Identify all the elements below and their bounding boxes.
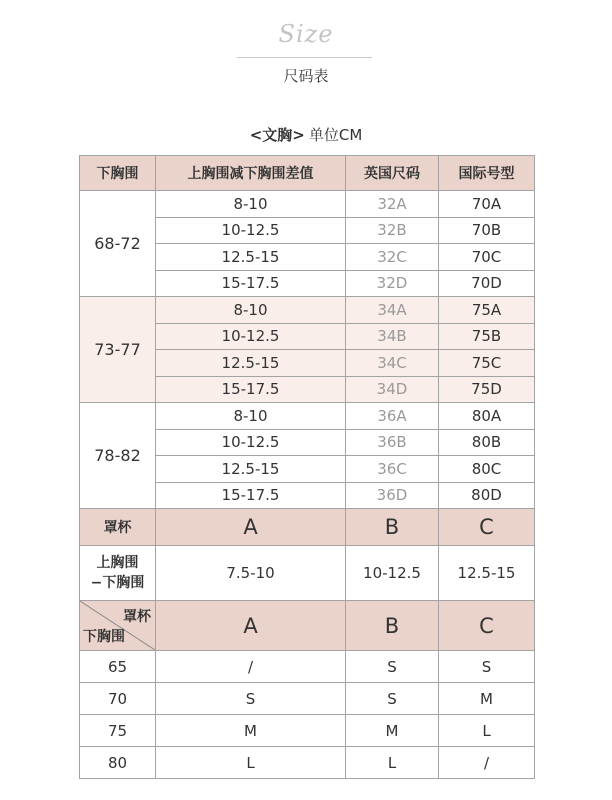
column-header-uk-size: 英国尺码 [346,156,439,191]
diagonal-header-cell [80,601,156,651]
bust-difference-cell: 15-17.5 [156,482,346,509]
table-row [80,403,535,430]
intl-size-cell: 80C [439,456,535,483]
letter-size-cell: M [346,715,439,747]
bust-difference-cell: 15-17.5 [156,270,346,297]
intl-size-cell: 80D [439,482,535,509]
intl-size-cell: 75D [439,376,535,403]
uk-size-cell: 32D [346,270,439,297]
cup-cell-b: B [346,509,439,546]
cup-cell-a: A [156,601,346,651]
column-header-underbust: 下胸围 [80,156,156,191]
uk-size-cell: 36D [346,482,439,509]
cup-label-cell: 罩杯 [80,509,156,546]
uk-size-cell: 36A [346,403,439,430]
letter-size-cell: S [156,683,346,715]
uk-size-cell: 34B [346,323,439,350]
table-row [80,715,535,747]
cup-cell-b: B [346,601,439,651]
letter-size-cell: M [156,715,346,747]
page-title: 尺码表 [283,67,329,85]
uk-size-cell: 34C [346,350,439,377]
bust-difference-cell: 12.5-15 [156,456,346,483]
cup-difference-cell: 7.5-10 [156,546,346,601]
bust-difference-cell: 15-17.5 [156,376,346,403]
bust-difference-cell: 10-12.5 [156,429,346,456]
bust-difference-cell: 8-10 [156,191,346,218]
intl-size-cell: 70B [439,217,535,244]
intl-size-cell: 70D [439,270,535,297]
uk-size-cell: 34D [346,376,439,403]
difference-label-line: 上胸围 [96,555,139,571]
letter-size-cell: / [439,747,535,779]
cup-difference-cell: 12.5-15 [439,546,535,601]
intl-size-cell: 75B [439,323,535,350]
bust-difference-row [80,546,535,601]
product-category: <文胸> [249,126,305,144]
table-row [80,683,535,715]
intl-size-cell: 75C [439,350,535,377]
table-subtitle [0,124,612,145]
uk-size-cell: 36C [346,456,439,483]
uk-size-cell: 32B [346,217,439,244]
intl-size-cell: 80A [439,403,535,430]
column-header-bust-difference: 上胸围减下胸围差值 [156,156,346,191]
table-row [80,191,535,218]
uk-size-cell: 34A [346,297,439,324]
uk-size-cell: 36B [346,429,439,456]
uk-size-cell: 32C [346,244,439,271]
underbust-range-cell: 68-72 [80,191,156,297]
band-size-cell: 80 [80,747,156,779]
intl-size-cell: 70A [439,191,535,218]
size-script-title: Size [278,20,334,48]
bust-difference-cell: 12.5-15 [156,350,346,377]
letter-size-cell: L [156,747,346,779]
band-size-cell: 65 [80,651,156,683]
letter-size-cell: S [346,683,439,715]
table-row [80,651,535,683]
letter-size-cell: S [346,651,439,683]
difference-label-line: −下胸围 [90,575,145,591]
bust-difference-cell: 12.5-15 [156,244,346,271]
band-size-cell: 75 [80,715,156,747]
cup-cell-c: C [439,509,535,546]
intl-size-cell: 80B [439,429,535,456]
intl-size-cell: 70C [439,244,535,271]
bra-size-table [79,155,535,779]
cup-difference-cell: 10-12.5 [346,546,439,601]
uk-size-cell: 32A [346,191,439,218]
letter-size-cell: L [439,715,535,747]
letter-size-cell: S [439,651,535,683]
column-header-intl-size: 国际号型 [439,156,535,191]
unit-label: 单位CM [308,126,363,144]
table-row [80,747,535,779]
letter-size-header-row [80,601,535,651]
letter-size-cell: M [439,683,535,715]
band-size-cell: 70 [80,683,156,715]
cup-cell-c: C [439,601,535,651]
bust-difference-label-cell [80,546,156,601]
letter-size-cell: / [156,651,346,683]
intl-size-cell: 75A [439,297,535,324]
bust-difference-cell: 10-12.5 [156,323,346,350]
bust-difference-cell: 10-12.5 [156,217,346,244]
bust-difference-cell: 8-10 [156,403,346,430]
underbust-range-cell: 73-77 [80,297,156,403]
corner-cup-label: 罩杯 [123,609,151,625]
title-divider [237,57,372,58]
bust-difference-cell: 8-10 [156,297,346,324]
table-row [80,297,535,324]
corner-band-label: 下胸围 [83,629,125,645]
table-header-row [80,156,535,191]
cup-header-row [80,509,535,546]
cup-cell-a: A [156,509,346,546]
letter-size-cell: L [346,747,439,779]
underbust-range-cell: 78-82 [80,403,156,509]
